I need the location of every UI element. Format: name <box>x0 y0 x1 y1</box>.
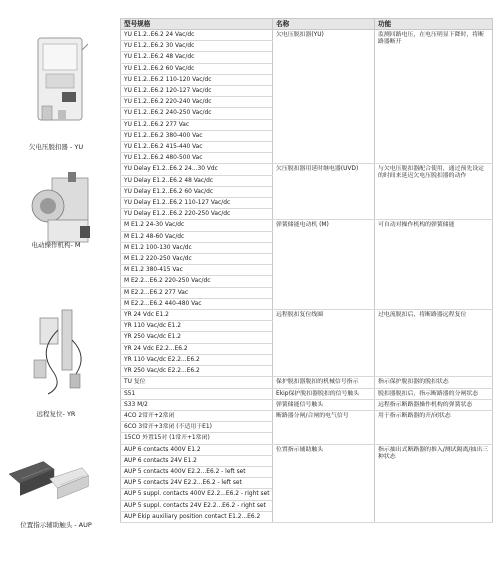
table-body <box>121 30 493 523</box>
name-cell: 保护脱扣器脱扣的机械信号指示 <box>273 377 375 388</box>
model-cell: YR 250 Vac/dc E2.2...E6.2 <box>121 366 273 377</box>
name-cell: 远程脱扣复位线圈 <box>273 310 375 377</box>
model-cell: YU Delay E1.2..E6.2 48 Vac/dc <box>121 175 273 186</box>
model-cell: AUP 5 contacts 400V E2.2...E6.2 - left set <box>121 466 273 477</box>
name-cell: 弹簧储能电动机 (M) <box>273 220 375 310</box>
model-cell: AUP 6 contacts 24V E1.2 <box>121 455 273 466</box>
table-row <box>121 220 493 231</box>
model-cell: TU 复位 <box>121 377 273 388</box>
product-caption-m: 电动操作机构- M <box>31 241 81 249</box>
model-cell: 4CO 2常开+2常闭 <box>121 410 273 421</box>
model-cell: M E2.2...E6.2 277 Vac <box>121 287 273 298</box>
model-cell: YU Delay E1.2..E6.2 220-250 Vac/dc <box>121 209 273 220</box>
model-cell: AUP 5 contacts 24V E2.2...E6.2 - left set <box>121 478 273 489</box>
model-cell: YR 24 Vdc E1.2 <box>121 310 273 321</box>
table-row <box>121 388 493 399</box>
model-cell: S33 M/2 <box>121 399 273 410</box>
table-row <box>121 377 493 388</box>
model-cell: AUP 6 contacts 400V E1.2 <box>121 444 273 455</box>
product-caption-yu: 欠电压脱扣器 - YU <box>28 143 84 151</box>
model-cell: M E1.2 380-415 Vac <box>121 265 273 276</box>
function-cell: 远程指示断路器操作机构的弹簧状态 <box>375 399 493 410</box>
function-cell: 过电流脱扣后，将断路器远程复位 <box>375 310 493 377</box>
header-model: 型号规格 <box>121 19 273 30</box>
model-cell: YU Delay E1.2..E6.2 24...30 Vdc <box>121 164 273 175</box>
model-cell: M E1.2 220-250 Vac/dc <box>121 254 273 265</box>
function-cell: 与欠电压脱扣器配合使用，通过预先设定的时间来延迟欠电压脱扣器的动作 <box>375 164 493 220</box>
function-cell: 指示保护脱扣器的脱扣状态 <box>375 377 493 388</box>
accessory-spec-table <box>120 18 493 523</box>
table-row <box>121 164 493 175</box>
undervoltage-release-photo <box>18 30 102 130</box>
model-cell: YU E1.2..E6.2 110-120 Vac/dc <box>121 74 273 85</box>
model-cell: YU E1.2..E6.2 240-250 Vac/dc <box>121 108 273 119</box>
function-cell: 指示抽出式断路器的推入/测试隔离/抽出三种状态 <box>375 444 493 522</box>
model-cell: YU E1.2..E6.2 24 Vac/dc <box>121 30 273 41</box>
name-cell: 欠电压脱扣器(YU) <box>273 30 375 164</box>
table-row <box>121 310 493 321</box>
model-cell: YU E1.2..E6.2 120-127 Vac/dc <box>121 86 273 97</box>
product-m <box>0 170 120 285</box>
table-header-row <box>121 19 493 30</box>
model-cell: AUP 5 suppl. contacts 24V E2.2...E6.2 - right set <box>121 500 273 511</box>
model-cell: YU Delay E1.2..E6.2 110-127 Vac/dc <box>121 198 273 209</box>
model-cell: YU E1.2..E6.2 60 Vac/dc <box>121 63 273 74</box>
model-cell: YR 110 Vac/dc E2.2...E6.2 <box>121 354 273 365</box>
function-cell: 可自动对操作机构的弹簧储能 <box>375 220 493 310</box>
model-cell: 6CO 3常开+3常闭 (不适用于E1) <box>121 422 273 433</box>
name-cell: 位置指示辅助触头 <box>273 444 375 522</box>
model-cell: M E2.2...E6.2 440-480 Vac <box>121 298 273 309</box>
table-row <box>121 399 493 410</box>
model-cell: YU E1.2..E6.2 30 Vac/dc <box>121 41 273 52</box>
model-cell: M E1.2 48-60 Vac/dc <box>121 231 273 242</box>
name-cell: 弹簧储能信号触头 <box>273 399 375 410</box>
model-cell: AUP 5 suppl. contacts 400V E2.2...E6.2 - right set <box>121 489 273 500</box>
model-cell: M E2.2...E6.2 220-250 Vac/dc <box>121 276 273 287</box>
product-yu <box>0 30 120 165</box>
table-row <box>121 30 493 41</box>
product-caption-yr: 远程复位- YR <box>36 410 76 418</box>
remote-reset-coil-photo <box>18 300 102 400</box>
function-cell: 监测回路电压，在电压明显下降时，将断路器断开 <box>375 30 493 164</box>
model-cell: YU E1.2..E6.2 380-400 Vac <box>121 130 273 141</box>
table-row <box>121 410 493 421</box>
name-cell: 欠压脱扣器用延时继电器(UVD) <box>273 164 375 220</box>
header-function: 功能 <box>375 19 493 30</box>
product-aup <box>0 448 120 538</box>
model-cell: YU E1.2..E6.2 415-440 Vac <box>121 142 273 153</box>
model-cell: YU E1.2..E6.2 277 Vac <box>121 119 273 130</box>
model-cell: AUP Ekip auxiliary position contact E1.2...E6.2 <box>121 511 273 522</box>
model-cell: M E1.2 100-130 Vac/dc <box>121 242 273 253</box>
model-cell: M E1.2 24-30 Vac/dc <box>121 220 273 231</box>
model-cell: S51 <box>121 388 273 399</box>
function-cell: 脱扣器脱扣后，指示断路器的分闸状态 <box>375 388 493 399</box>
model-cell: YU E1.2..E6.2 48 Vac/dc <box>121 52 273 63</box>
header-name: 名称 <box>273 19 375 30</box>
model-cell: YU E1.2..E6.2 480-500 Vac <box>121 153 273 164</box>
model-cell: YU E1.2..E6.2 220-240 Vac/dc <box>121 97 273 108</box>
product-image-column <box>0 0 120 580</box>
position-contacts-photo <box>6 448 90 514</box>
product-yr <box>0 300 120 425</box>
model-cell: YR 110 Vac/dc E1.2 <box>121 321 273 332</box>
name-cell: 断路器分闸/合闸的电气信号 <box>273 410 375 444</box>
product-caption-aup: 位置指示辅助触头 - AUP <box>20 521 92 529</box>
model-cell: 15CO 外置15对 (1常开+1常闭) <box>121 433 273 444</box>
model-cell: YR 24 Vdc E2.2...E6.2 <box>121 343 273 354</box>
table-row <box>121 444 493 455</box>
model-cell: YR 250 Vac/dc E1.2 <box>121 332 273 343</box>
name-cell: Ekip保护脱扣器脱扣的信号触头 <box>273 388 375 399</box>
model-cell: YU Delay E1.2..E6.2 60 Vac/dc <box>121 186 273 197</box>
function-cell: 用于指示断路器的开/闭状态 <box>375 410 493 444</box>
